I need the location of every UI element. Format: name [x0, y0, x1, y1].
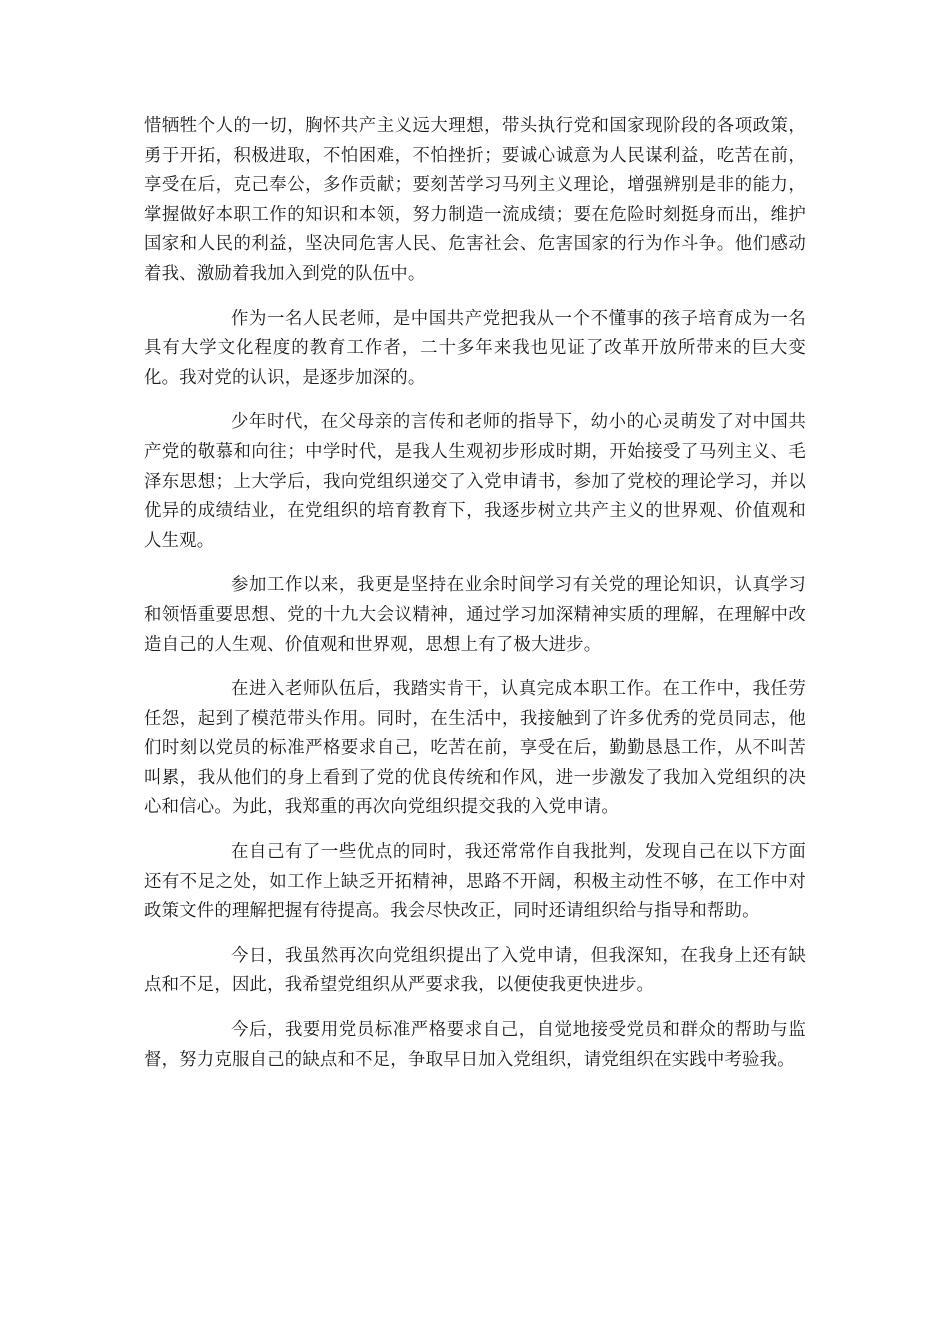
paragraph-8: 今后，我要用党员标准严格要求自己，自觉地接受党员和群众的帮助与监督，努力克服自己的缺点和不足，争取早日加入党组织，请党组织在实践中考验我。 [144, 1020, 806, 1070]
paragraph-7: 今日，我虽然再次向党组织提出了入党申请，但我深知，在我身上还有缺点和不足，因此，我希望党组织从严要求我，以便使我更快进步。 [144, 945, 806, 996]
document-body [144, 112, 806, 1090]
paragraph-1: 惜牺牲个人的一切，胸怀共产主义远大理想，带头执行党和国家现阶段的各项政策，勇于开拓，积极进取，不怕困难，不怕挫折；要诚心诚意为人民谋利益，吃苦在前，享受在后，克己奉公，多作贡献；要刻苦学习马列主义理论，增强辨别是非的能力，掌握做好本职工作的知识和本领，努力制造一流成绩；要在危险时刻挺身而出，维护国家和人民的利益，坚决同危害人民、危害社会、危害国家的行为作斗争。他们感动着我、激励着我加入到党的队伍中。 [144, 116, 806, 284]
paragraph-5: 在进入老师队伍后，我踏实肯干，认真完成本职工作。在工作中，我任劳任怨，起到了模范带头作用。同时，在生活中，我接触到了许多优秀的党员同志，他们时刻以党员的标准严格要求自己，吃苦在前，享受在后，勤勤恳恳工作，从不叫苦叫累，我从他们的身上看到了党的优良传统和作风，进一步激发了我加入党组织的决心和信心。为此，我郑重的再次向党组织提交我的入党申请。 [144, 679, 806, 818]
paragraph-3: 少年时代，在父母亲的言传和老师的指导下，幼小的心灵萌发了对中国共产党的敬慕和向往；中学时代，是我人生观初步形成时期，开始接受了马列主义、毛泽东思想；上大学后，我向党组织递交了入党申请书，参加了党校的理论学习，并以优异的成绩结业，在党组织的培育教育下，我逐步树立共产主义的世界观、价值观和人生观。 [144, 412, 806, 551]
paragraph-2: 作为一名人民老师，是中国共产党把我从一个不懂事的孩子培育成为一名具有大学文化程度的教育工作者，二十多年来我也见证了改革开放所带来的巨大变化。我对党的认识，是逐步加深的。 [144, 308, 806, 388]
paragraph-4: 参加工作以来，我更是坚持在业余时间学习有关党的理论知识，认真学习和领悟重要思想、党的十九大会议精神，通过学习加深精神实质的理解，在理解中改造自己的人生观、价值观和世界观，思想上有了极大进步。 [144, 575, 806, 655]
paragraph-6: 在自己有了一些优点的同时，我还常常作自我批判，发现自己在以下方面还有不足之处，如工作上缺乏开拓精神，思路不开阔，积极主动性不够，在工作中对政策文件的理解把握有待提高。我会尽快改正，同时还请组织给与指导和帮助。 [144, 842, 806, 922]
